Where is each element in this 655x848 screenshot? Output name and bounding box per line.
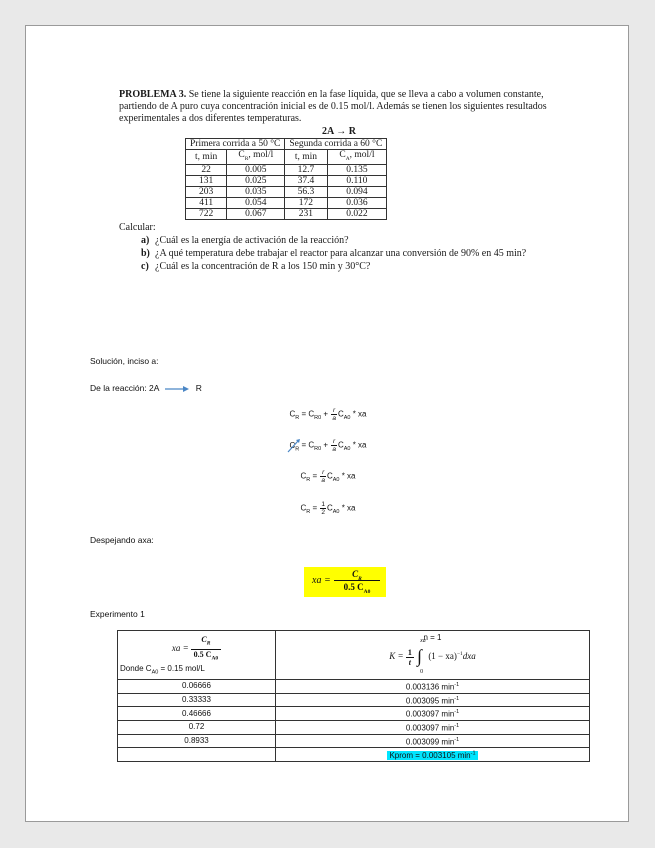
k-value: 0.003136 min xyxy=(405,682,455,692)
problem-heading: PROBLEMA 3. xyxy=(119,89,187,100)
k-cell xyxy=(276,707,590,721)
col-header-ca-unit: , mol/l xyxy=(349,150,375,160)
col-header-cr-sub: R xyxy=(244,155,249,162)
eq-sub: A0 xyxy=(332,509,340,516)
eq-c: C xyxy=(289,440,296,450)
arrow-right-icon xyxy=(164,385,190,393)
k-value: 0.003099 min xyxy=(405,737,455,747)
cell: 0.036 xyxy=(327,197,387,208)
k-frac-den: t xyxy=(408,657,411,667)
solution-title: Solución, inciso a: xyxy=(90,356,159,366)
cell: 56.3 xyxy=(285,186,327,197)
equation-1 xyxy=(26,407,630,422)
eq-sub: R xyxy=(295,446,300,453)
col-header-ca-c: C xyxy=(339,150,346,160)
table-row xyxy=(118,734,590,748)
results-header-left xyxy=(118,631,276,680)
fraction xyxy=(320,469,326,484)
header-formula xyxy=(118,635,275,663)
group-header-run1: Primera corrida a 50 °C xyxy=(186,139,285,150)
question-label: b) xyxy=(141,247,150,259)
equation-4 xyxy=(26,501,630,516)
reaction-label: De la reacción: 2A xyxy=(90,383,159,393)
eq-plus: + xyxy=(321,409,331,419)
integral-sign: ∫ xa 0 xyxy=(417,638,426,675)
cell: 0.054 xyxy=(227,197,285,208)
problem-statement xyxy=(119,89,559,274)
eq-sub: R0 xyxy=(314,415,322,422)
eq-equals: = xyxy=(310,471,320,481)
eq-c: C xyxy=(326,471,333,481)
eq-plus: + xyxy=(321,440,331,450)
fraction xyxy=(331,407,337,422)
cell: 172 xyxy=(285,197,327,208)
kprom-exp: -1 xyxy=(470,750,476,757)
integral-lower: 0 xyxy=(420,669,424,675)
cell: 131 xyxy=(186,175,227,186)
den-sub: A0 xyxy=(363,588,371,595)
eq-sub: R xyxy=(306,477,311,484)
k-exp: -1 xyxy=(454,736,460,743)
cell: 0.005 xyxy=(227,164,285,175)
header-note xyxy=(120,664,205,678)
xa-cell: 0.46666 xyxy=(118,707,276,721)
reaction-product: R xyxy=(195,383,202,393)
despejando-label: Despejando axa: xyxy=(90,535,154,545)
fraction xyxy=(331,438,337,453)
num-c: C xyxy=(352,569,359,579)
cell: 22 xyxy=(186,164,227,175)
eq-sub: A0 xyxy=(332,477,340,484)
eq-xa: * xa xyxy=(339,471,356,481)
frac-den: a xyxy=(332,446,336,453)
note-sub: A0 xyxy=(151,670,159,676)
col-header-cr xyxy=(227,150,285,165)
eq-xa: * xa xyxy=(350,440,367,450)
table-row-summary xyxy=(118,748,590,762)
eq-sub: R xyxy=(295,415,300,422)
question-list xyxy=(119,235,559,273)
k-value: 0.003097 min xyxy=(405,709,455,719)
num-sub: R xyxy=(358,575,362,582)
crossed-term xyxy=(290,441,300,453)
experiment-label: Experimento 1 xyxy=(90,609,145,619)
highlighted-formula xyxy=(304,567,386,597)
den-text: 0.5 C xyxy=(343,582,364,592)
frac-den: a xyxy=(321,477,325,484)
formula-numerator xyxy=(334,568,380,581)
header-formula-fraction xyxy=(191,635,222,663)
cell: 0.135 xyxy=(327,164,387,175)
question-item xyxy=(141,235,559,247)
formula-lhs: xa = xyxy=(312,575,331,586)
k-exp: -1 xyxy=(454,709,460,716)
problem-paragraph xyxy=(119,89,559,125)
cell: 231 xyxy=(285,208,327,219)
cell: 12.7 xyxy=(285,164,327,175)
den-text: 0.5 C xyxy=(193,649,212,659)
cell: 0.025 xyxy=(227,175,285,186)
k-cell xyxy=(276,720,590,734)
eq-sub: R xyxy=(306,509,311,516)
eq-sub: A0 xyxy=(343,446,351,453)
integral-upper: xa xyxy=(420,638,426,644)
frac-num: r xyxy=(333,438,336,445)
experimental-data-table xyxy=(185,138,387,220)
results-header-row xyxy=(118,631,590,680)
eq-equals: = xyxy=(299,409,309,419)
question-text: ¿Cuál es la concentración de R a los 150 min y 30°C? xyxy=(155,260,371,272)
eq-sub: R0 xyxy=(314,446,322,453)
eq-equals: = xyxy=(299,440,309,450)
results-table xyxy=(117,630,590,762)
fraction xyxy=(320,501,326,516)
strike-arrow-icon xyxy=(286,438,302,454)
table-row xyxy=(186,208,387,219)
table-row xyxy=(118,707,590,721)
table-row xyxy=(118,693,590,707)
eq-c: C xyxy=(308,440,315,450)
xa-cell: 0.72 xyxy=(118,720,276,734)
xa-cell: 0.8933 xyxy=(118,734,276,748)
question-label: c) xyxy=(141,260,149,272)
note-text: Donde C xyxy=(120,664,152,674)
table-row xyxy=(186,186,387,197)
reaction-order: n = 1 xyxy=(423,633,442,642)
eq-xa: * xa xyxy=(339,503,356,513)
formula-denominator xyxy=(334,581,380,599)
k-exp: -1 xyxy=(454,682,460,688)
rate-constant-formula xyxy=(276,638,589,675)
cell: 0.022 xyxy=(327,208,387,219)
question-item xyxy=(141,248,559,260)
eq-equals: = xyxy=(310,503,320,513)
equation-2 xyxy=(26,438,630,453)
integrand-d: dxa xyxy=(462,651,476,662)
eq-c: C xyxy=(326,503,333,513)
k-exp: -1 xyxy=(454,722,460,729)
col-header-t2: t, min xyxy=(285,150,327,165)
table-row xyxy=(118,680,590,694)
eq-c: C xyxy=(337,409,344,419)
reaction-line xyxy=(90,383,202,394)
xa-cell: 0.06666 xyxy=(118,680,276,694)
xa-cell: 0.33333 xyxy=(118,693,276,707)
eq-c: C xyxy=(300,503,307,513)
cell: 0.094 xyxy=(327,186,387,197)
table-group-header-row xyxy=(186,139,387,150)
header-formula-den xyxy=(191,650,222,664)
k-fraction xyxy=(406,648,414,667)
kprom-value: Kprom = 0.003105 min xyxy=(389,750,471,760)
col-header-t1: t, min xyxy=(186,150,227,165)
table-row xyxy=(186,197,387,208)
empty-cell xyxy=(118,748,276,762)
eq-sub: A0 xyxy=(343,415,351,422)
eq-c: C xyxy=(337,440,344,450)
frac-num: 1 xyxy=(321,501,325,508)
question-label: a) xyxy=(141,234,150,246)
kprom-cell xyxy=(276,748,590,762)
integrand-exp: −1 xyxy=(456,651,463,658)
frac-num: r xyxy=(322,469,325,476)
problem-text: Se tiene la siguiente reacción en la fase líquida, que se lleva a cabo a volumen constante, partiendo de A puro cuya concentración inicial es de 0.15 mol/l. Además se tienen los siguientes resultados experimentales a dos diferentes temperaturas. xyxy=(119,89,547,124)
frac-den: 2 xyxy=(321,509,325,516)
table-row xyxy=(118,720,590,734)
frac-den: a xyxy=(332,415,336,422)
num-c: C xyxy=(201,635,207,644)
k-cell xyxy=(276,734,590,748)
table-row xyxy=(186,175,387,186)
cell: 0.110 xyxy=(327,175,387,186)
k-exp: -1 xyxy=(454,695,460,702)
k-value: 0.003095 min xyxy=(405,696,455,706)
results-header-right xyxy=(276,631,590,680)
col-header-ca xyxy=(327,150,387,165)
document-page xyxy=(25,25,629,822)
col-header-ca-sub: A xyxy=(345,155,350,162)
k-cell xyxy=(276,680,590,694)
col-header-cr-unit: , mol/l xyxy=(248,150,274,160)
equation-3 xyxy=(26,469,630,484)
formula-fraction xyxy=(334,568,380,599)
table-column-header-row xyxy=(186,150,387,165)
kprom-highlight xyxy=(387,751,477,760)
note-rest: = 0.15 mol/L xyxy=(158,664,205,674)
cell: 722 xyxy=(186,208,227,219)
header-formula-lhs: xa = xyxy=(171,642,189,653)
cell: 411 xyxy=(186,197,227,208)
eq-xa: * xa xyxy=(350,409,367,419)
col-header-cr-c: C xyxy=(238,150,245,160)
k-lhs: K = xyxy=(389,651,406,662)
frac-num: r xyxy=(333,407,336,414)
cell: 0.035 xyxy=(227,186,285,197)
header-formula-num xyxy=(191,635,222,650)
reaction-equation: 2A → R xyxy=(322,126,356,137)
cell: 0.067 xyxy=(227,208,285,219)
integrand: (1 − xa) xyxy=(428,651,457,662)
k-frac-num: 1 xyxy=(407,647,412,657)
num-sub: R xyxy=(206,640,211,647)
cell: 203 xyxy=(186,186,227,197)
eq-c: C xyxy=(300,471,307,481)
k-value: 0.003097 min xyxy=(405,723,455,733)
question-text: ¿Cuál es la energía de activación de la reacción? xyxy=(155,234,349,246)
cell: 37.4 xyxy=(285,175,327,186)
group-header-run2: Segunda corrida a 60 °C xyxy=(285,139,387,150)
question-item xyxy=(141,261,559,273)
k-cell xyxy=(276,693,590,707)
table-row xyxy=(186,164,387,175)
calcular-label: Calcular: xyxy=(119,221,156,233)
eq-c: C xyxy=(289,409,296,419)
eq-c: C xyxy=(308,409,315,419)
question-text: ¿A qué temperatura debe trabajar el reactor para alcanzar una conversión de 90% en 45 min? xyxy=(155,247,527,259)
den-sub: A0 xyxy=(211,655,219,662)
